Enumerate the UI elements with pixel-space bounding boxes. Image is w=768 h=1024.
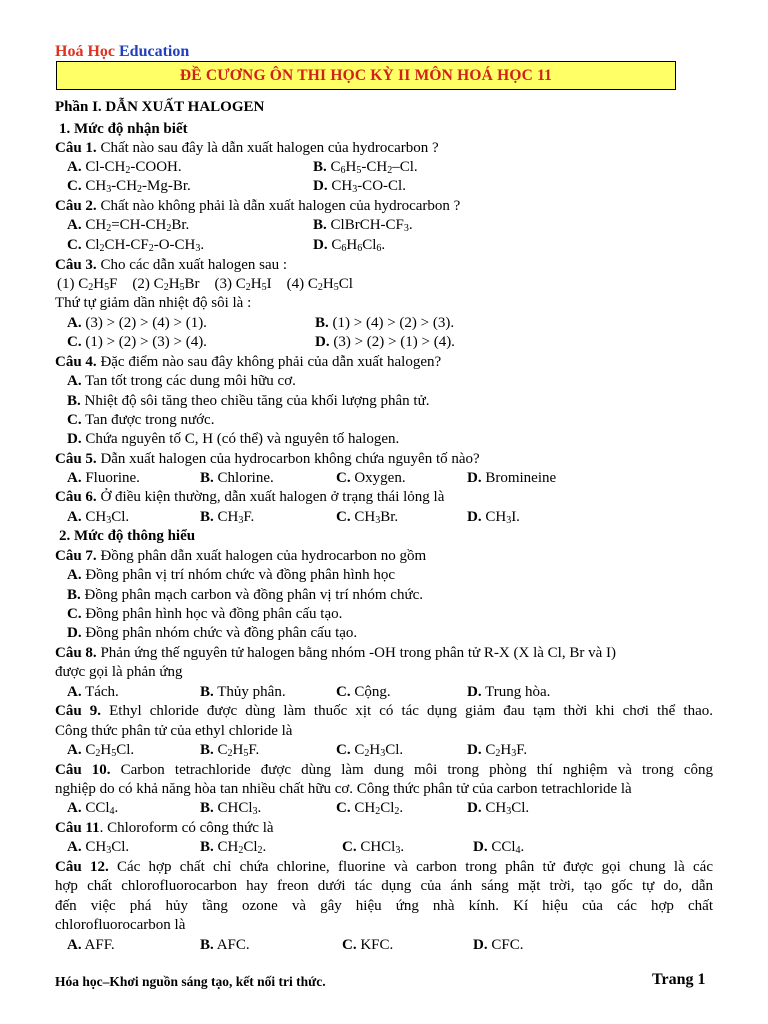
q4-option-a: A. Tan tốt trong các dung môi hữu cơ.: [67, 373, 296, 389]
level-heading-2: 2. Mức độ thông hiểu: [59, 528, 196, 544]
q10-option-b: B. CHCl$_3$.: [200, 800, 262, 817]
q1-option-c: C. $CH_3-CH_2-Mg-Br$.: [67, 178, 191, 195]
q12-option-a: A. AFF.: [67, 937, 115, 953]
q3-option-b: B. (1) > (4) > (2) > (3).: [315, 315, 455, 331]
brand-header: [55, 43, 189, 61]
q3-order-prompt: Thứ tự giảm dần nhiệt độ sôi là :: [55, 295, 252, 311]
q6-option-d: D. $CH_3I$.: [467, 509, 520, 526]
q12-option-b: B. AFC.: [200, 937, 250, 953]
q7-option-c: C. Đồng phân hình học và đồng phân cấu tạo.: [67, 606, 343, 622]
question-12: Câu 12. Các hợp chất chỉ chứa chlorine, fluorine và carbon trong phân tử được gọi chung là các: [55, 859, 713, 875]
brand-part1: Hoá Học: [55, 43, 115, 60]
q8-option-d: D. Trung hòa.: [467, 684, 551, 700]
question-label: Câu 1.: [55, 140, 97, 156]
q4-option-d: D. Chứa nguyên tố C, H (có thể) và nguyên tố halogen.: [67, 431, 400, 447]
q3-option-a: A. (3) > (2) > (4) > (1).: [67, 315, 207, 331]
question-7: Câu 7. Đồng phân dẫn xuất halogen của hydrocarbon no gồm: [55, 548, 427, 564]
q1-option-b: B. $C_6H_5-CH_2-Cl$.: [313, 159, 418, 176]
q8-option-c: C. Cộng.: [336, 684, 391, 700]
q9-option-d: D. $C_2H_3F$.: [467, 742, 528, 759]
q5-option-c: C. Oxygen.: [336, 470, 406, 486]
question-12-cont2: đến việc phá hủy tầng ozone và gây hiệu ứng nhà kính. Kí hiệu của các hợp chất: [55, 898, 713, 914]
question-6: Câu 6. Ở điều kiện thường, dẫn xuất halogen ở trạng thái lỏng là: [55, 489, 445, 505]
q3-option-c: C. (1) > (2) > (3) > (4).: [67, 334, 207, 350]
question-5: Câu 5. Dẫn xuất halogen của hydrocarbon không chứa nguyên tố nào?: [55, 451, 480, 467]
q1-option-d: D. $CH_3-CO-Cl$.: [313, 178, 406, 195]
question-2: Câu 2. Chất nào không phải là dẫn xuất halogen của hydrocarbon ?: [55, 198, 461, 214]
question-12-cont1: hợp chất chlorofluorocarbon hay freon dưới tác dụng của ánh sáng mặt trời, tạo gốc tự do, dẫn: [55, 878, 713, 894]
question-text: Chất nào sau đây là dẫn xuất halogen của hydrocarbon ?: [100, 140, 439, 156]
question-9: Câu 9. Ethyl chloride được dùng làm thuốc xịt có tác dụng giảm đau tạm thời khi chơi thể thao.: [55, 703, 713, 719]
q4-option-c: C. Tan được trong nước.: [67, 412, 215, 428]
q9-option-c: C. $C_2H_3Cl$.: [336, 742, 404, 759]
question-10-cont: nghiệp do có khả năng hòa tan nhiều chất hữu cơ. Công thức phân tử của carbon tetrachloride là: [55, 781, 632, 797]
q2-option-c: C. $Cl_2CH-CF_2-O-CH_3$.: [67, 237, 205, 254]
q11-option-b: B. $CH_2Cl_2$.: [200, 839, 267, 856]
question-12-cont3: chlorofluorocarbon là: [55, 917, 186, 933]
question-1: [55, 139, 439, 157]
q10-option-a: A. CCl$_4$.: [67, 800, 119, 817]
q6-option-b: B. $CH_3F$.: [200, 509, 255, 526]
q6-option-a: A. $CH_3Cl$.: [67, 509, 130, 526]
q7-option-b: B. Đồng phân mạch carbon và đồng phân vị trí nhóm chức.: [67, 587, 423, 603]
q10-option-c: C. $CH_2Cl_2$.: [336, 800, 404, 817]
q3-option-d: D. (3) > (2) > (1) > (4).: [315, 334, 455, 350]
q5-option-d: D. Bromineine: [467, 470, 557, 486]
q11-option-c: C. CHCl$_3$.: [342, 839, 405, 856]
question-8: Câu 8. Phản ứng thế nguyên tử halogen bằng nhóm -OH trong phân tử R-X (X là Cl, Br và I): [55, 645, 616, 661]
brand-part2: Education: [119, 43, 190, 60]
q12-option-c: C. KFC.: [342, 937, 394, 953]
question-8-cont: được gọi là phản ứng: [55, 664, 183, 680]
q8-option-b: B. Thủy phân.: [200, 684, 286, 700]
q5-option-b: B. Chlorine.: [200, 470, 274, 486]
question-9-cont: Công thức phân tử của ethyl chloride là: [55, 723, 293, 739]
page-title: ĐỀ CƯƠNG ÔN THI HỌC KỲ II MÔN HOÁ HỌC 11: [179, 66, 553, 84]
q9-option-b: B. $C_2H_5F$.: [200, 742, 260, 759]
footer-slogan: Hóa học–Khơi nguồn sáng tạo, kết nối tri thức.: [55, 974, 326, 989]
q3-compounds: (1) $C_2H_5F$ (2) $C_2H_5Br$ (3) $C_2H_5I$ (4) $C_2H_5Cl$: [57, 276, 353, 293]
q8-option-a: A. Tách.: [67, 684, 119, 700]
q4-option-b: B. Nhiệt độ sôi tăng theo chiều tăng của khối lượng phân tử.: [67, 393, 430, 409]
q12-option-d: D. CFC.: [473, 937, 524, 953]
q9-option-a: A. $C_2H_5Cl$.: [67, 742, 135, 759]
q10-option-d: D. $CH_3Cl$.: [467, 800, 530, 817]
question-10: Câu 10. Carbon tetrachloride được dùng làm dung môi trong phòng thí nghiệm và trong công: [55, 762, 713, 778]
question-3: Câu 3. Cho các dẫn xuất halogen sau :: [55, 257, 288, 273]
level-heading-1: 1. Mức độ nhận biết: [59, 121, 188, 137]
q11-option-d: D. CCl$_4$.: [473, 839, 525, 856]
title-box: [56, 61, 676, 90]
q1-option-a: A. $Cl-CH_2$-COOH.: [67, 159, 182, 176]
q2-option-a: A. $CH_2=CH-CH_2Br$.: [67, 217, 190, 234]
q5-option-a: A. Fluorine.: [67, 470, 140, 486]
page-number: Trang 1: [652, 971, 706, 988]
q2-option-d: D. $C_6H_6Cl_6$.: [313, 237, 386, 254]
q6-option-c: C. $CH_3Br$.: [336, 509, 399, 526]
question-11: Câu 11. Chloroform có công thức là: [55, 820, 274, 836]
question-4: Câu 4. Đặc điểm nào sau đây không phải của dẫn xuất halogen?: [55, 354, 442, 370]
q7-option-a: A. Đồng phân vị trí nhóm chức và đồng phân hình học: [67, 567, 396, 583]
q7-option-d: D. Đồng phân nhóm chức và đồng phân cấu tạo.: [67, 625, 358, 641]
q11-option-a: A. $CH_3Cl$.: [67, 839, 130, 856]
section-heading: Phần I. DẪN XUẤT HALOGEN: [55, 99, 265, 115]
q2-option-b: B. ClBrCH-$CF_3$.: [313, 217, 413, 234]
